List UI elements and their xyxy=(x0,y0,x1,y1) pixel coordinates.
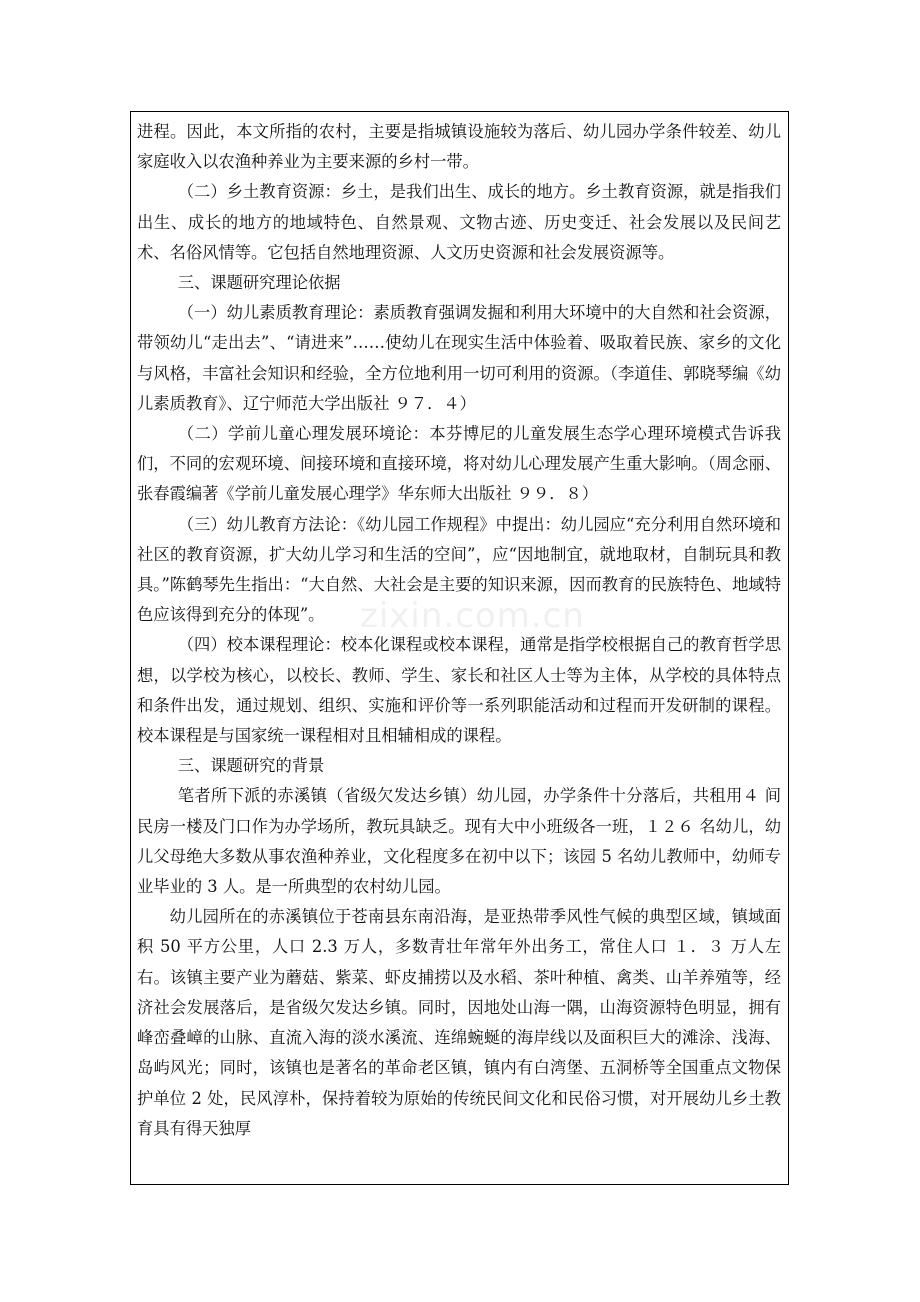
paragraph: （四）校本课程理论：校本化课程或校本课程，通常是指学校根据自己的教育哲学思想，以学校为核心，以校长、教师、学生、家长和社区人士等为主体，从学校的具体特点和条件出发，通过规划、组织、实施和评价等一系列职能活动和过程而开发研制的课程。校本课程是与国家统一课程相对且相辅相成的课程。 xyxy=(137,635,781,746)
paragraph: 进程。因此，本文所指的农村，主要是指城镇设施较为落后、幼儿园办学条件较差、幼儿家庭收入以农渔种养业为主要来源的乡村一带。 xyxy=(137,122,781,172)
document-body xyxy=(131,112,788,1144)
paragraph: （三）幼儿教育方法论：《幼儿园工作规程》中提出：幼儿园应“充分利用自然环境和社区的教育资源，扩大幼儿学习和生活的空间”，应“因地制宜，就地取材，自制玩具和教具。”陈鹤琴先生指出：“大自然、大社会是主要的知识来源，因而教育的民族特色、地域特色应该得到充分的体现”。 xyxy=(137,514,781,625)
paragraph: （一）幼儿素质教育理论：素质教育强调发掘和利用大环境中的大自然和社会资源，带领幼儿“走出去”、“请进来”……使幼儿在现实生活中体验着、吸取着民族、家乡的文化与风格，丰富社会知识和经验，全方位地利用一切可利用的资源。（李道佳、郭晓琴编《幼儿素质教育》、辽宁师范大学出版社 ９７．４） xyxy=(137,303,781,413)
paragraph: （二）学前儿童心理发展环境论：本芬博尼的儿童发展生态学心理环境模式告诉我们，不同的宏观环境、间接环境和直接环境，将对幼儿心理发展产生重大影响。（周念丽、张春霞编著《学前儿童发展心理学》华东师大出版社 ９９．８） xyxy=(137,424,781,504)
watermark: zixin.com.cn xyxy=(360,596,585,636)
paragraph: （二）乡土教育资源：乡土，是我们出生、成长的地方。乡土教育资源，就是指我们出生、成长的地方的地域特色、自然景观、文物古迹、历史变迁、社会发展以及民间艺术、名俗风情等。它包括自然地理资源、人文历史资源和社会发展资源等。 xyxy=(137,182,781,262)
section-heading: 三、课题研究的背景 xyxy=(177,756,325,776)
section-heading: 三、课题研究理论依据 xyxy=(177,273,341,293)
paragraph: 笔者所下派的赤溪镇（省级欠发达乡镇）幼儿园，办学条件十分落后，共租用４ 间民房一楼及门口作为办学场所，教玩具缺乏。现有大中小班级各一班，１２６ 名幼儿，幼儿父母绝大多数从事农渔种养业，文化程度多在初中以下；该园 5 名幼儿教师中，幼师专业毕业的 3 人。是一所典型的农村幼儿园。 xyxy=(137,786,781,897)
document-frame xyxy=(130,111,789,1185)
paragraph: 幼儿园所在的赤溪镇位于苍南县东南沿海，是亚热带季风性气候的典型区域，镇域面积 50 平方公里，人口 2.3 万人，多数青壮年常年外出务工，常住人口 １．３ 万人左右。该镇主要产业为蘑菇、紫菜、虾皮捕捞以及水稻、茶叶种植、禽类、山羊养殖等，经济社会发展落后，是省级欠发达乡镇。同时，因地处山海一隅，山海资源特色明显，拥有峰峦叠嶂的山脉、直流入海的淡水溪流、连绵蜿蜒的海岸线以及面积巨大的滩涂、浅海、岛屿风光；同时，该镇也是著名的革命老区镇，镇内有白湾堡、五洞桥等全国重点文物保护单位 2 处，民风淳朴，保持着较为原始的传统民间文化和民俗习惯，对开展幼儿乡土教育具有得天独厚 xyxy=(137,907,781,1138)
